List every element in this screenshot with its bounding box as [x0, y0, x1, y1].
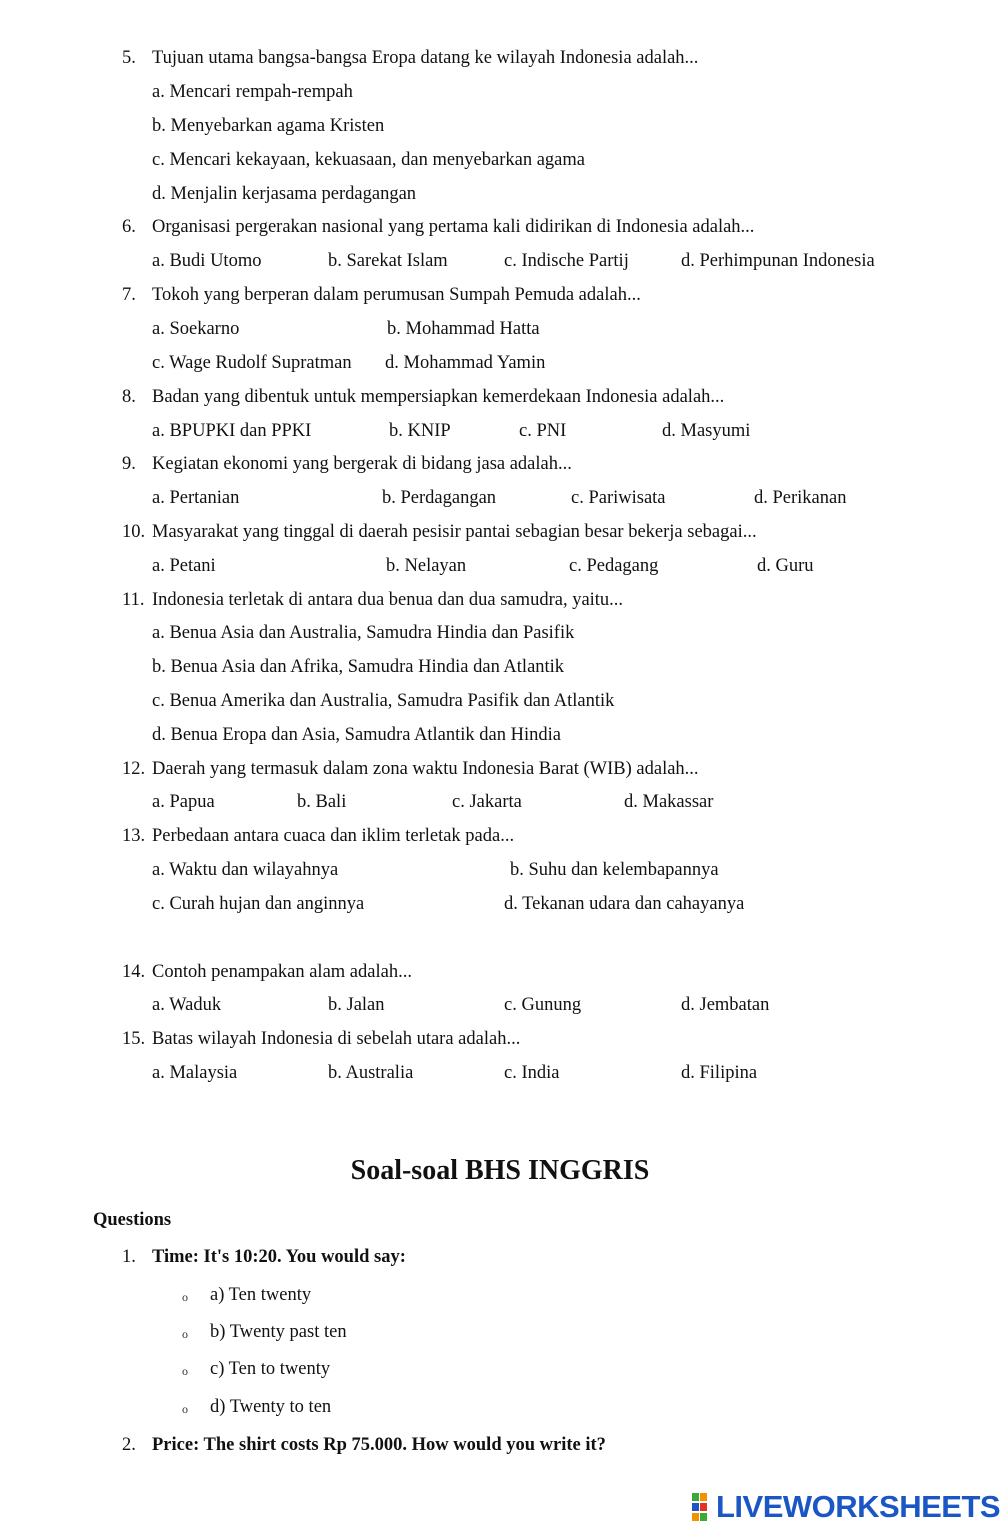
answer-option: b) Twenty past ten [210, 1322, 347, 1342]
answer-option: b. KNIP [389, 421, 451, 441]
question-text: Contoh penampakan alam adalah... [152, 962, 412, 982]
answer-option: c. India [504, 1063, 560, 1083]
answer-option: b. Mohammad Hatta [387, 319, 540, 339]
question-text: Indonesia terletak di antara dua benua dan dua samudra, yaitu... [152, 590, 624, 610]
question-number: 10. [122, 522, 146, 542]
bullet-icon: o [182, 1290, 188, 1304]
answer-option: b. Menyebarkan agama Kristen [152, 116, 385, 136]
bullet-icon: o [182, 1327, 188, 1341]
answer-option: b. Perdagangan [382, 488, 497, 508]
question-text: Batas wilayah Indonesia di sebelah utara adalah... [152, 1029, 521, 1049]
answer-option: c. Wage Rudolf Supratman [152, 353, 352, 373]
question-number: 7. [122, 285, 136, 305]
question-number: 12. [122, 759, 146, 779]
bullet-icon: o [182, 1364, 188, 1378]
answer-option: d) Twenty to ten [210, 1397, 332, 1417]
question-number: 9. [122, 454, 136, 474]
answer-option: d. Tekanan udara dan cahayanya [504, 894, 745, 914]
answer-option: c. Jakarta [452, 792, 522, 812]
answer-option: a. Malaysia [152, 1063, 238, 1083]
question-text: Perbedaan antara cuaca dan iklim terletak pada... [152, 826, 515, 846]
questions-heading: Questions [93, 1210, 172, 1230]
question-number: 13. [122, 826, 146, 846]
answer-option: d. Perikanan [754, 488, 847, 508]
answer-option: a. Waduk [152, 995, 222, 1015]
answer-option: a. Pertanian [152, 488, 240, 508]
answer-option: b. Jalan [328, 995, 385, 1015]
answer-option: c. PNI [519, 421, 567, 441]
question-number: 1. [122, 1247, 136, 1267]
question-text: Daerah yang termasuk dalam zona waktu Indonesia Barat (WIB) adalah... [152, 759, 699, 779]
answer-option: c. Pariwisata [571, 488, 666, 508]
question-number: 15. [122, 1029, 146, 1049]
answer-option: a. Mencari rempah-rempah [152, 82, 353, 102]
answer-option: d. Makassar [624, 792, 714, 812]
answer-option: b. Benua Asia dan Afrika, Samudra Hindia dan Atlantik [152, 657, 565, 677]
question-number: 11. [122, 590, 145, 610]
question-text: Organisasi pergerakan nasional yang pertama kali didirikan di Indonesia adalah... [152, 217, 755, 237]
answer-option: d. Filipina [681, 1063, 758, 1083]
answer-option: a) Ten twenty [210, 1285, 312, 1305]
answer-option: d. Guru [757, 556, 814, 576]
answer-option: b. Sarekat Islam [328, 251, 448, 271]
answer-option: a. Waktu dan wilayahnya [152, 860, 339, 880]
answer-option: d. Benua Eropa dan Asia, Samudra Atlantik dan Hindia [152, 725, 561, 745]
question-text: Price: The shirt costs Rp 75.000. How would you write it? [152, 1435, 606, 1455]
question-number: 2. [122, 1435, 136, 1455]
question-number: 6. [122, 217, 136, 237]
answer-option: b. Suhu dan kelembapannya [510, 860, 719, 880]
answer-option: a. BPUPKI dan PPKI [152, 421, 312, 441]
question-text: Kegiatan ekonomi yang bergerak di bidang jasa adalah... [152, 454, 572, 474]
answer-option: c. Indische Partij [504, 251, 629, 271]
question-text: Badan yang dibentuk untuk mempersiapkan kemerdekaan Indonesia adalah... [152, 387, 725, 407]
answer-option: c. Gunung [504, 995, 582, 1015]
question-number: 5. [122, 48, 136, 68]
liveworksheets-logo-text: LIVEWORKSHEETS [716, 1489, 1000, 1524]
answer-option: c. Curah hujan dan anginnya [152, 894, 365, 914]
answer-option: a. Soekarno [152, 319, 240, 339]
answer-option: a. Budi Utomo [152, 251, 262, 271]
answer-option: b. Australia [328, 1063, 414, 1083]
answer-option: d. Masyumi [662, 421, 751, 441]
answer-option: c. Pedagang [569, 556, 659, 576]
answer-option: c. Mencari kekayaan, kekuasaan, dan menyebarkan agama [152, 150, 585, 170]
question-text: Masyarakat yang tinggal di daerah pesisir pantai sebagian besar bekerja sebagai... [152, 522, 757, 542]
answer-option: d. Menjalin kerjasama perdagangan [152, 184, 417, 204]
question-number: 8. [122, 387, 136, 407]
answer-option: b. Bali [297, 792, 347, 812]
answer-option: a. Benua Asia dan Australia, Samudra Hindia dan Pasifik [152, 623, 575, 643]
question-text: Time: It's 10:20. You would say: [152, 1247, 406, 1267]
answer-option: c) Ten to twenty [210, 1359, 331, 1379]
answer-option: d. Mohammad Yamin [385, 353, 546, 373]
question-number: 14. [122, 962, 146, 982]
section-title: Soal-soal BHS INGGRIS [350, 1155, 650, 1186]
answer-option: b. Nelayan [386, 556, 467, 576]
answer-option: d. Perhimpunan Indonesia [681, 251, 875, 271]
question-text: Tokoh yang berperan dalam perumusan Sumpah Pemuda adalah... [152, 285, 641, 305]
answer-option: d. Jembatan [681, 995, 770, 1015]
answer-option: a. Petani [152, 556, 216, 576]
question-text: Tujuan utama bangsa-bangsa Eropa datang ke wilayah Indonesia adalah... [152, 48, 699, 68]
answer-option: c. Benua Amerika dan Australia, Samudra Pasifik dan Atlantik [152, 691, 615, 711]
bullet-icon: o [182, 1402, 188, 1416]
answer-option: a. Papua [152, 792, 215, 812]
liveworksheets-logo [692, 1490, 1000, 1524]
liveworksheets-logo-icon [692, 1493, 716, 1521]
